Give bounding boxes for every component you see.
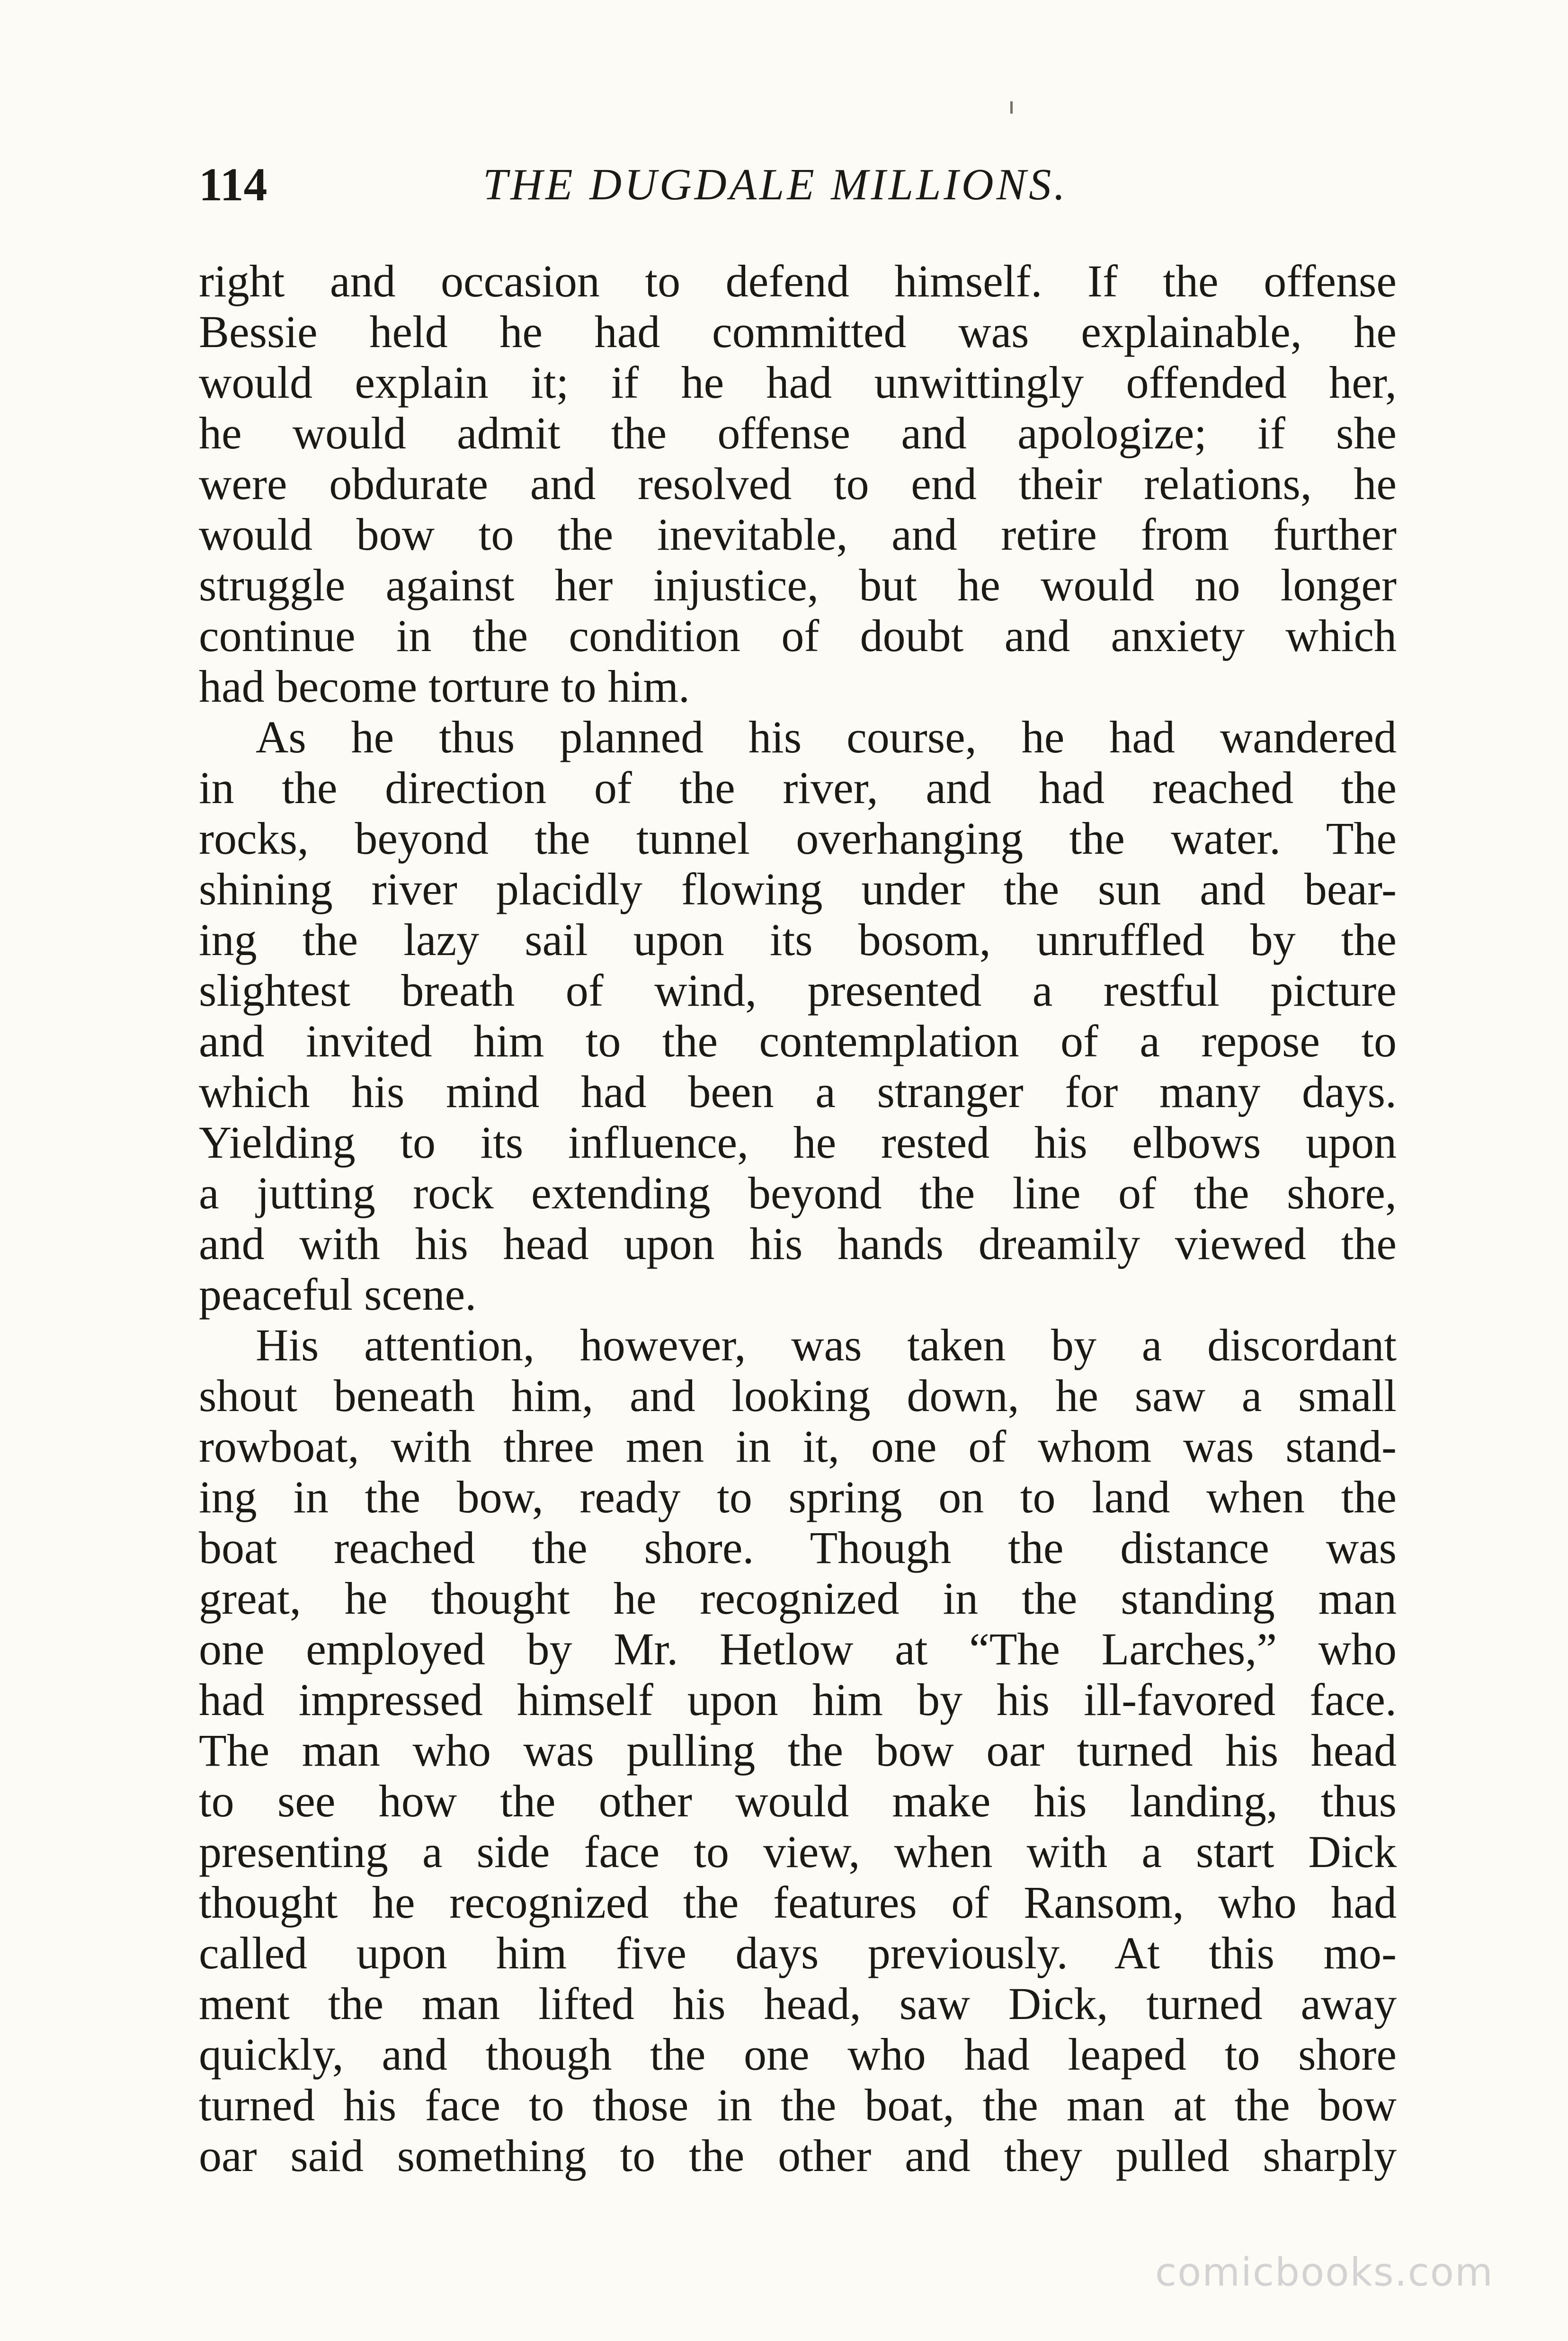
- text-line: called upon him five days previously. At this mo-: [199, 1928, 1397, 1978]
- text-line: As he thus planned his course, he had wandered: [256, 712, 1397, 762]
- page-number: 114: [199, 158, 267, 211]
- text-line: boat reached the shore. Though the distance was: [199, 1522, 1397, 1573]
- body-text: [199, 256, 1397, 2181]
- running-head: [199, 156, 1397, 213]
- running-title: THE DUGDALE MILLIONS.: [483, 160, 1068, 209]
- watermark: comicbooks.com: [1155, 2250, 1494, 2295]
- text-line: peaceful scene.: [199, 1269, 477, 1320]
- text-line: oar said something to the other and they pulled sharply: [199, 2130, 1397, 2181]
- text-line: one employed by Mr. Hetlow at “The Larches,” who: [199, 1624, 1397, 1674]
- text-line: in the direction of the river, and had reached the: [199, 762, 1397, 813]
- text-line: had impressed himself upon him by his ill-favored face.: [199, 1674, 1397, 1725]
- text-line: rowboat, with three men in it, one of whom was stand-: [199, 1421, 1397, 1472]
- text-line: quickly, and though the one who had leaped to shore: [199, 2029, 1397, 2080]
- text-line: and invited him to the contemplation of a repose to: [199, 1016, 1397, 1066]
- text-line: slightest breath of wind, presented a restful picture: [199, 965, 1397, 1016]
- text-line: His attention, however, was taken by a discordant: [256, 1320, 1397, 1370]
- text-line: ing in the bow, ready to spring on to land when the: [199, 1472, 1397, 1522]
- text-line: a jutting rock extending beyond the line of the shore,: [199, 1168, 1397, 1218]
- printer-mark: [1010, 101, 1013, 114]
- text-line: had become torture to him.: [199, 661, 690, 712]
- text-line: presenting a side face to view, when with a start Dick: [199, 1826, 1397, 1877]
- text-line: continue in the condition of doubt and anxiety which: [199, 610, 1397, 661]
- text-line: to see how the other would make his landing, thus: [199, 1776, 1397, 1826]
- text-line: shining river placidly flowing under the sun and bear-: [199, 864, 1397, 914]
- text-line: he would admit the offense and apologize; if she: [199, 408, 1397, 458]
- text-line: ing the lazy sail upon its bosom, unruffled by the: [199, 914, 1397, 965]
- text-line: great, he thought he recognized in the standing man: [199, 1573, 1397, 1624]
- text-line: shout beneath him, and looking down, he saw a small: [199, 1370, 1397, 1421]
- text-line: struggle against her injustice, but he would no longer: [199, 560, 1397, 610]
- text-line: which his mind had been a stranger for many days.: [199, 1066, 1397, 1117]
- text-line: were obdurate and resolved to end their relations, he: [199, 458, 1397, 509]
- text-line: Yielding to its influence, he rested his elbows upon: [199, 1117, 1397, 1168]
- text-line: The man who was pulling the bow oar turned his head: [199, 1725, 1397, 1776]
- text-line: Bessie held he had committed was explainable, he: [199, 306, 1397, 357]
- text-line: would explain it; if he had unwittingly offended her,: [199, 357, 1397, 408]
- text-line: and with his head upon his hands dreamily viewed the: [199, 1218, 1397, 1269]
- text-line: would bow to the inevitable, and retire from further: [199, 509, 1397, 560]
- text-line: thought he recognized the features of Ransom, who had: [199, 1877, 1397, 1928]
- text-line: rocks, beyond the tunnel overhanging the water. The: [199, 813, 1397, 864]
- text-line: right and occasion to defend himself. If the offense: [199, 256, 1397, 306]
- text-line: ment the man lifted his head, saw Dick, turned away: [199, 1978, 1397, 2029]
- text-line: turned his face to those in the boat, the man at the bow: [199, 2080, 1397, 2130]
